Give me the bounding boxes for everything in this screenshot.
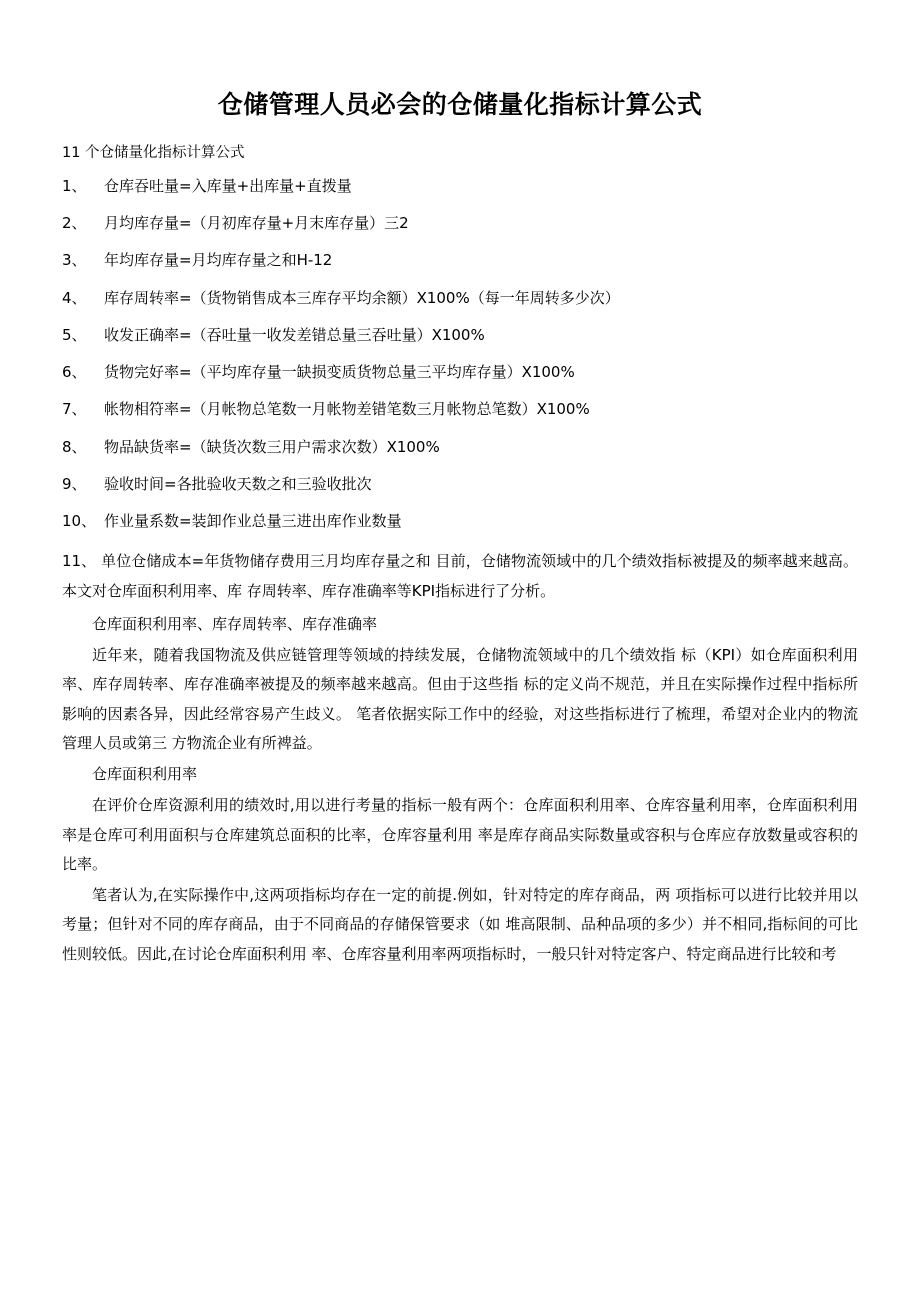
list-item-number: 9、 [62,474,87,493]
section-paragraph: 在评价仓库资源利用的绩效时,用以进行考量的指标一般有两个：仓库面积利用率、仓库容量利用率，仓库面积利用率是仓库可利用面积与仓库建筑总面积的比率，仓库容量利用 率是库存商品实际数量或容积与仓库应存放数量或容积的比率。 [62,796,858,873]
list-item-text: 货物完好率=（平均库存量一缺损变质货物总量三平均库存量）X100% [104,363,575,382]
list-item [62,436,858,459]
list-item-text: 月均库存量=（月初库存量+月末库存量）三2 [104,214,409,233]
intro-text: 11 个仓储量化指标计算公式 [62,144,245,161]
formula-list [62,175,858,606]
list-item-text: 年均库存量=月均库存量之和H-12 [104,251,333,270]
list-item-number: 7、 [62,400,87,419]
section-paragraph: 近年来，随着我国物流及供应链管理等领域的持续发展，仓储物流领域中的几个绩效指 标（KPI）如仓库面积利用率、库存周转率、库存准确率被提及的频率越来越高。但由于这些指 标的定义尚不规范，并且在实际操作过程中指标所影响的因素各异，因此经常容易产生歧义。 笔者依据实际工作中的经验，对这些指标进行了梳理，希望对企业内的物流管理人员或第三 方物流企业有所裨益。 [62,646,858,752]
section-heading: 仓库面积利用率、库存周转率、库存准确率 [92,614,378,633]
list-item [62,510,858,533]
list-item [62,473,858,496]
list-item: 11、 单位仓储成本=年货物储存费用三月均库存量之和 目前，仓储物流领域中的几个绩效指标被提及的频率越来越高。本文对仓库面积利用率、库 存周转率、库存准确率等KPI指标进行了分析。 [62,552,858,600]
list-item-number: 6、 [62,363,87,382]
list-item [62,287,858,310]
list-item-number: 3、 [62,251,87,270]
list-item-text: 仓库吞吐量=入库量+出库量+直拨量 [104,176,352,195]
list-item-text: 验收时间=各批验收天数之和三验收批次 [104,474,372,493]
list-item [62,361,858,384]
list-item-text: 库存周转率=（货物销售成本三库存平均余额）X100%（每一年周转多少次） [104,288,620,307]
list-item-number: 10、 [62,512,97,531]
list-item-text: 收发正确率=（吞吐量一收发差错总量三吞吐量）X100% [104,325,485,344]
list-item-number: 2、 [62,214,87,233]
list-item [62,324,858,347]
page-title: 仓储管理人员必会的仓储量化指标计算公式 [217,90,703,119]
section-paragraph: 笔者认为,在实际操作中,这两项指标均存在一定的前提.例如，针对特定的库存商品，两 项指标可以进行比较并用以考量；但针对不同的库存商品，由于不同商品的存储保管要求（如 堆高限制、品种品项的多少）并不相同,指标间的可比性则较低。因此,在讨论仓库面积利用 率、仓库容量利用率两项指标时，一般只针对特定客户、特定商品进行比较和考 [62,886,858,963]
list-item-text: 物品缺货率=（缺货次数三用户需求次数）X100% [104,437,440,456]
list-item-number: 5、 [62,325,87,344]
list-item-text: 作业量系数=装卸作业总量三进出库作业数量 [104,512,402,531]
list-item-number: 4、 [62,288,87,307]
list-item-number: 8、 [62,437,87,456]
section-heading: 仓库面积利用率 [92,765,198,784]
list-item [62,212,858,235]
list-item [62,398,858,421]
list-item [62,175,858,198]
list-item [62,249,858,272]
list-item-text: 帐物相符率=（月帐物总笔数一月帐物差错笔数三月帐物总笔数）X100% [104,400,590,419]
list-item-number: 1、 [62,176,87,195]
